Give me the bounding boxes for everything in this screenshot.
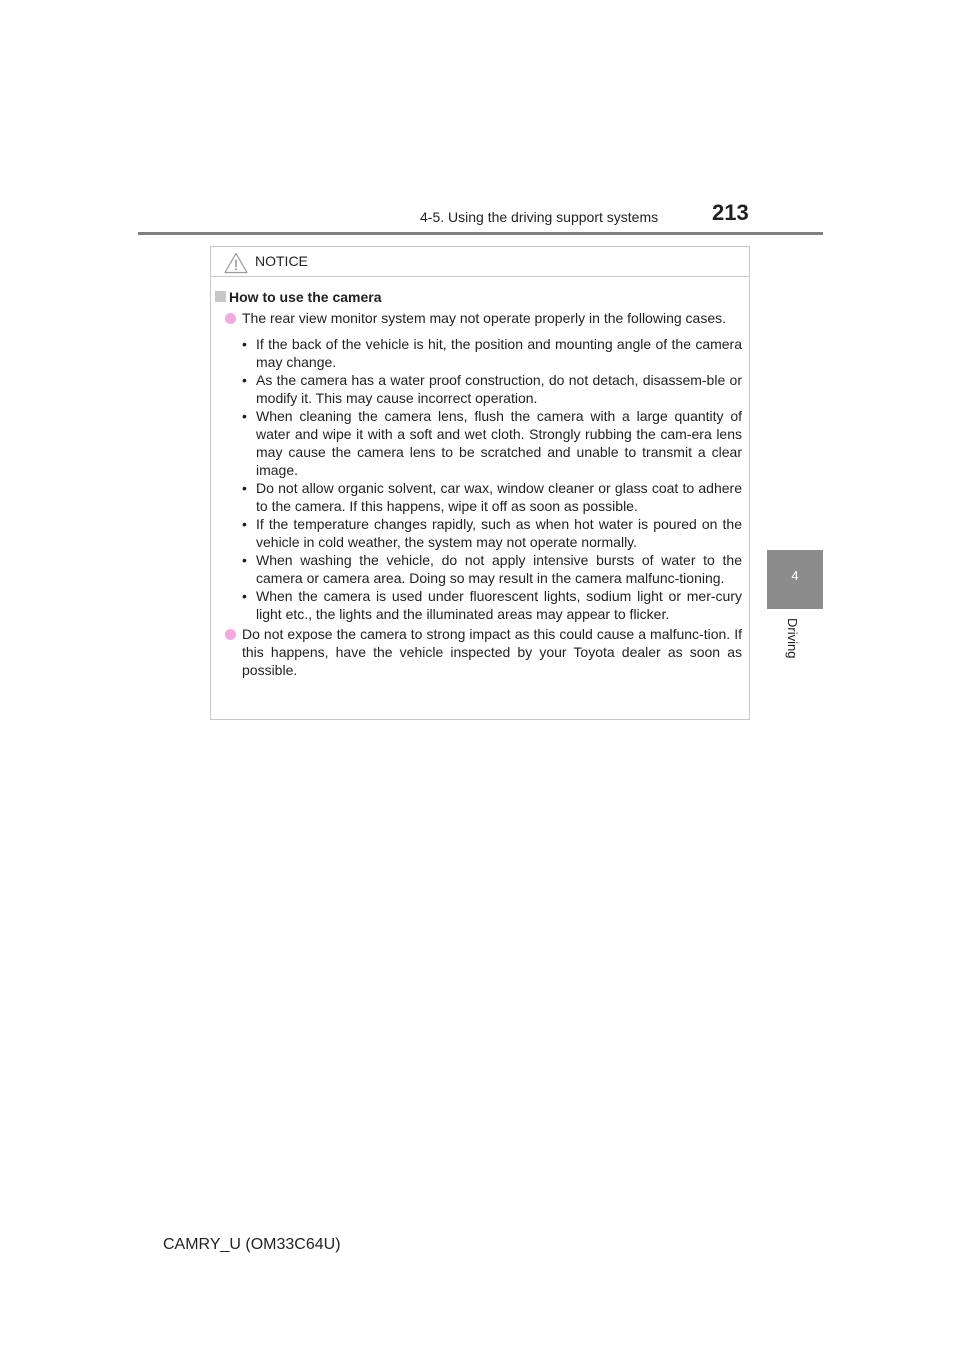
section-title bbox=[211, 288, 749, 306]
list-item bbox=[242, 479, 742, 515]
notice-paragraph bbox=[242, 625, 742, 679]
list-item-text: When cleaning the camera lens, flush the camera with a large quantity of water and wipe it with a soft and wet cloth. Strongly rubbing the cam-era lens may cause the camera lens to be scratched and unable to transmit a clear image. bbox=[256, 408, 742, 478]
square-bullet-icon bbox=[215, 291, 226, 302]
list-item bbox=[242, 335, 742, 371]
list-item-text: If the back of the vehicle is hit, the position and mounting angle of the camera may change. bbox=[256, 336, 742, 370]
dot-bullet-icon: • bbox=[242, 588, 247, 604]
section-title-text: How to use the camera bbox=[229, 289, 382, 305]
paragraph-text: Do not expose the camera to strong impact as this could cause a malfunc-tion. If this happens, have the vehicle inspected by your Toyota dealer as soon as possible. bbox=[242, 626, 742, 678]
circle-bullet-icon bbox=[225, 629, 236, 640]
notice-body bbox=[211, 288, 749, 679]
notice-list bbox=[242, 335, 742, 623]
list-item bbox=[242, 371, 742, 407]
dot-bullet-icon: • bbox=[242, 372, 247, 388]
list-item bbox=[242, 551, 742, 587]
page-number: 213 bbox=[712, 200, 749, 225]
paragraph-text: The rear view monitor system may not operate properly in the following cases. bbox=[242, 310, 726, 326]
list-item-text: If the temperature changes rapidly, such as when hot water is poured on the vehicle in cold weather, the system may not operate normally. bbox=[256, 516, 742, 550]
circle-bullet-icon bbox=[225, 313, 236, 324]
dot-bullet-icon: • bbox=[242, 408, 247, 424]
section-heading: 4-5. Using the driving support systems bbox=[420, 209, 659, 225]
dot-bullet-icon: • bbox=[242, 480, 247, 496]
list-item-text: Do not allow organic solvent, car wax, window cleaner or glass coat to adhere to the camera. If this happens, wipe it off as soon as possible. bbox=[256, 480, 742, 514]
model-code: CAMRY_U (OM33C64U) bbox=[163, 1236, 341, 1253]
notice-paragraph bbox=[242, 309, 742, 327]
chapter-number: 4 bbox=[791, 568, 799, 583]
dot-bullet-icon: • bbox=[242, 336, 247, 352]
notice-header bbox=[211, 247, 749, 277]
list-item-text: As the camera has a water proof construction, do not detach, disassem-ble or modify it. This may cause incorrect operation. bbox=[256, 372, 742, 406]
list-item bbox=[242, 515, 742, 551]
notice-label: NOTICE bbox=[255, 253, 308, 269]
chapter-tab bbox=[767, 550, 823, 609]
list-item bbox=[242, 407, 742, 479]
list-item bbox=[242, 587, 742, 623]
header-divider bbox=[138, 232, 823, 235]
warning-triangle-icon bbox=[224, 252, 248, 274]
notice-box bbox=[210, 246, 750, 720]
dot-bullet-icon: • bbox=[242, 516, 247, 532]
dot-bullet-icon: • bbox=[242, 552, 247, 568]
list-item-text: When washing the vehicle, do not apply intensive bursts of water to the camera or camera area. Doing so may result in the camera malfunc-tioning. bbox=[256, 552, 742, 586]
chapter-title: Driving bbox=[785, 618, 800, 659]
list-item-text: When the camera is used under fluorescent lights, sodium light or mer-cury light etc., the lights and the illuminated areas may appear to flicker. bbox=[256, 588, 742, 622]
